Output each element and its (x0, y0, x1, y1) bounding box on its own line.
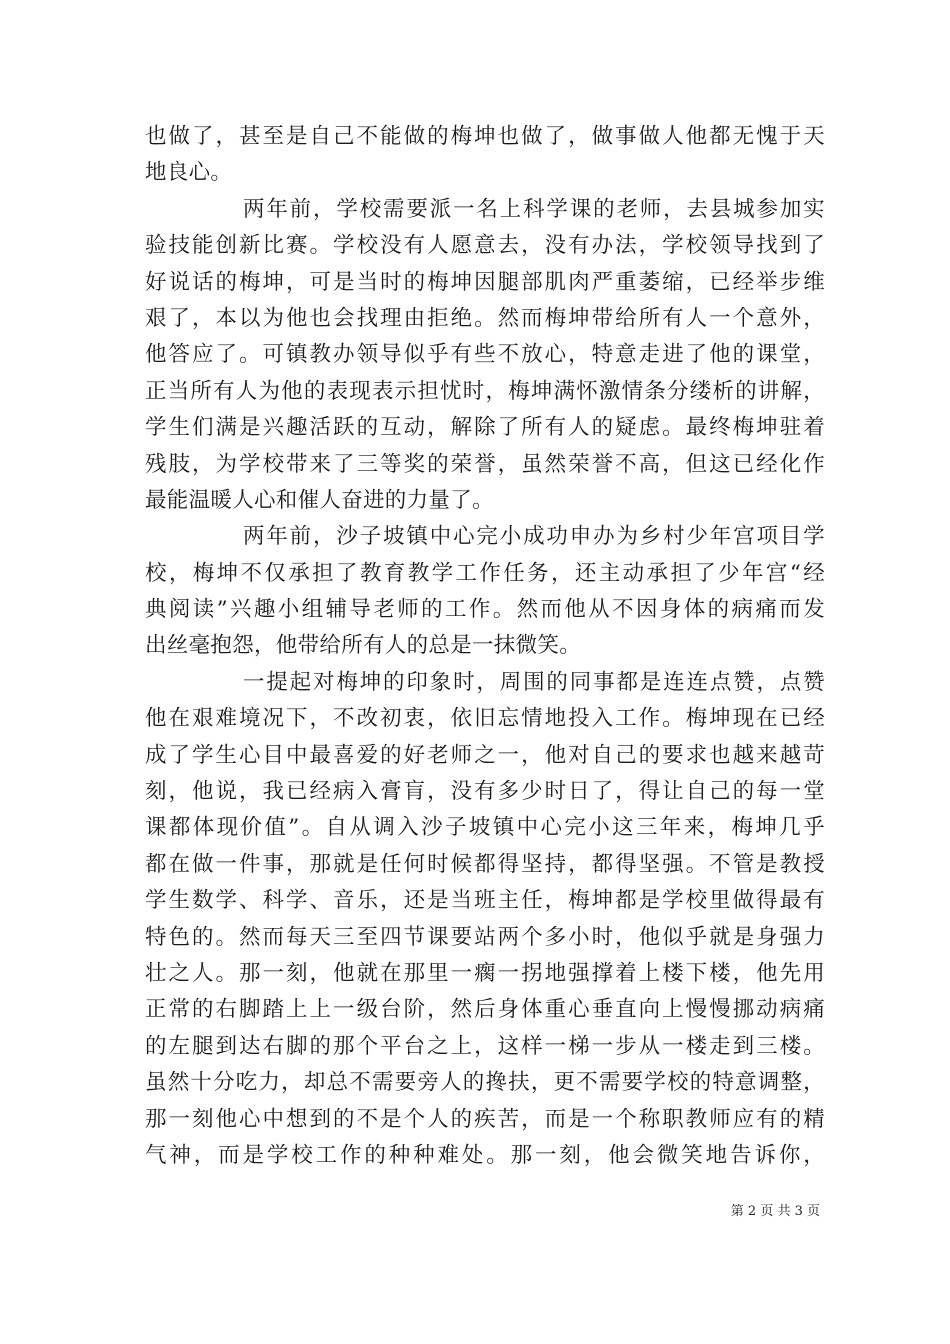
text-line: 那一刻他心中想到的不是个人的疾苦，而是一个称职教师应有的精 (145, 1106, 825, 1132)
text-line: 学生数学、科学、音乐，还是当班主任，梅坤都是学校里做得最有 (145, 888, 825, 914)
text-line: 地良心。 (145, 160, 233, 186)
text-line: 他答应了。可镇教办领导似乎有些不放心，特意走进了他的课堂， (145, 342, 825, 368)
text-line: 好说话的梅坤，可是当时的梅坤因腿部肌肉严重萎缩，已经举步维 (145, 269, 825, 295)
text-line: 学生们满是兴趣活跃的互动，解除了所有人的疑虑。最终梅坤驻着 (145, 415, 825, 441)
text-line: 典阅读”兴趣小组辅导老师的工作。然而他从不因身体的病痛而发 (145, 597, 825, 623)
page-number-footer: 第 2 页 共 3 页 (730, 1204, 820, 1219)
text-line: 都在做一件事，那就是任何时候都得坚持，都得坚强。不管是教授 (145, 851, 825, 877)
text-line: 最能温暖人心和催人奋进的力量了。 (145, 487, 494, 513)
text-line: 出丝毫抱怨，他带给所有人的总是一抹微笑。 (145, 633, 582, 659)
text-line: 虽然十分吃力，却总不需要旁人的搀扶，更不需要学校的特意调整， (145, 1070, 825, 1096)
text-line: 也做了，甚至是自己不能做的梅坤也做了，做事做人他都无愧于天 (145, 124, 825, 149)
text-line: 两年前，沙子坡镇中心完小成功申办为乡村少年宫项目学 (243, 524, 825, 550)
text-line: 他在艰难境况下，不改初衷，依旧忘情地投入工作。梅坤现在已经 (145, 706, 825, 732)
text-line: 的左腿到达右脚的那个平台之上，这样一梯一步从一楼走到三楼。 (145, 1033, 825, 1059)
text-line: 残肢，为学校带来了三等奖的荣誉，虽然荣誉不高，但这已经化作 (145, 451, 825, 477)
text-line: 一提起对梅坤的印象时，周围的同事都是连连点赞，点赞 (243, 669, 825, 695)
text-line: 正常的右脚踏上上一级台阶，然后身体重心垂直向上慢慢挪动病痛 (145, 997, 825, 1023)
text-line: 两年前，学校需要派一名上科学课的老师，去县城参加实 (243, 196, 825, 222)
text-line: 艰了，本以为他也会找理由拒绝。然而梅坤带给所有人一个意外， (145, 305, 825, 331)
text-line: 特色的。然而每天三至四节课要站两个多小时，他似乎就是身强力 (145, 924, 825, 950)
text-line: 刻，他说，我已经病入膏肓，没有多少时日了，得让自己的每一堂 (145, 779, 825, 805)
body-text (145, 119, 825, 1174)
text-line: 成了学生心目中最喜爱的好老师之一，他对自己的要求也越来越苛 (145, 742, 825, 768)
text-line: 气神，而是学校工作的种种难处。那一刻，他会微笑地告诉你， (145, 1142, 825, 1168)
text-line: 课都体现价值”。自从调入沙子坡镇中心完小这三年来，梅坤几乎 (145, 815, 825, 841)
text-line: 壮之人。那一刻，他就在那里一瘸一拐地强撑着上楼下楼，他先用 (145, 960, 825, 986)
text-line: 校，梅坤不仅承担了教育教学工作任务，还主动承担了少年宫“经 (145, 560, 825, 586)
text-line: 正当所有人为他的表现表示担忧时，梅坤满怀激情条分缕析的讲解， (145, 378, 825, 404)
text-line: 验技能创新比赛。学校没有人愿意去，没有办法，学校领导找到了 (145, 233, 825, 259)
